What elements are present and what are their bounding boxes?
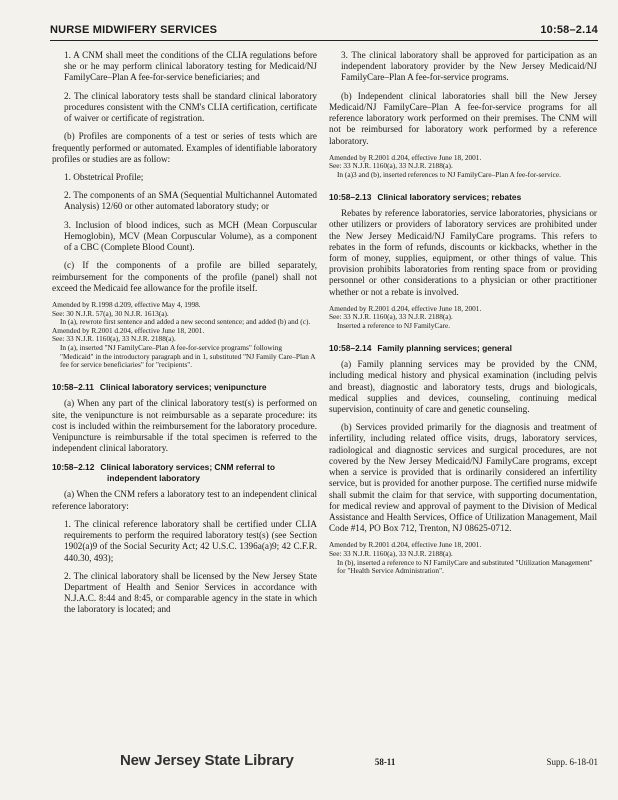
history-line: See: 33 N.J.R. 1160(a), 33 N.J.R. 2188(a). xyxy=(52,334,176,344)
paragraph: 1. A CNM shall meet the conditions of the CLIA regulations before she or he may perform clinical laboratory testing for Medicaid/NJ FamilyCare–Plan A fee-for-service beneficiaries; and xyxy=(64,50,317,83)
paragraph: 2. The clinical laboratory tests shall be standard clinical laboratory procedures consistent with the CNM's CLIA certification, certificate of waiver or certificate of registration. xyxy=(64,90,317,124)
list-item: 1. The clinical reference laboratory shall be certified under CLIA requirements to perform the required laboratory test(s) (see Section 1902(a)9 of the Social Security Act; 42 U.S.C. 1396a(a)9; 42 C.F.R. 440.30, 493); xyxy=(64,518,317,563)
history-line: In (b), inserted a reference to NJ FamilyCare and substituted "Utilization Management" for "Health Service Administration". xyxy=(337,557,593,576)
page-number: 58-11 xyxy=(374,757,396,767)
paragraph: (c) If the components of a profile are billed separately, reimbursement for the components of the profile (panel) shall not exceed the Medicaid fee allowance for the profile itself. xyxy=(52,260,317,293)
section-title-continued: independent laboratory xyxy=(107,472,201,483)
list-item: 2. The clinical laboratory shall be licensed by the New Jersey State Department of Health and Senior Services in accordance with N.J.A.C. 8:44 and 8:45, or comparable agency in the state in which the laboratory is located; and xyxy=(64,570,317,615)
history-line: See: 33 N.J.R. 1160(a), 33 N.J.R. 2188(a). xyxy=(329,161,453,171)
section-title: Family planning services; general xyxy=(377,342,512,353)
list-item: 1. Obstetrical Profile; xyxy=(64,171,144,182)
list-item: 3. Inclusion of blood indices, such as MCH (Mean Corpuscular Hemoglobin), MCV (Mean Corpuscular Volume), as a component of a CBC (Complete Blood Count). xyxy=(64,219,317,253)
history-line: Amended by R.2001 d.204, effective June 18, 2001. xyxy=(329,303,482,313)
supplement-date: Supp. 6-18-01 xyxy=(546,757,598,767)
section-title: Clinical laboratory services; venipuncture xyxy=(99,381,267,392)
list-item: 2. The components of an SMA (Sequential Multichannel Automated Analysis) 12/60 or other automated laboratory study; or xyxy=(64,190,317,212)
paragraph: (b) Profiles are components of a test or series of tests which are frequently performed or automated. Examples of identifiable laboratory profiles or studies are as follow: xyxy=(52,131,317,164)
header-section-range: 10:58–2.14 xyxy=(540,24,598,36)
paragraph: (b) Independent clinical laboratories shall bill the New Jersey Medicaid/NJ FamilyCare–Plan A fee-for-service programs for all reference laboratory work performed on their premises. The CNM will not be reimbursed for laboratory work performed by a reference laboratory. xyxy=(329,90,597,146)
history-note xyxy=(52,301,317,370)
library-watermark: New Jersey State Library xyxy=(120,752,294,769)
section-title: Clinical laboratory services; rebates xyxy=(377,191,522,202)
paragraph: (a) When any part of the clinical laboratory test(s) is performed on site, the venipuncture is not reimbursable as a separate procedure: its cost is included within the reimbursement for the laboratory procedure. Venipuncture is reimbursable if the total specimen is referred to the independent clinical laboratory. xyxy=(52,398,317,454)
history-note xyxy=(329,305,597,331)
section-title: Clinical laboratory services; CNM referral to xyxy=(100,462,275,473)
section-number: 10:58–2.13 xyxy=(329,191,372,202)
section-heading-2-11 xyxy=(52,382,317,393)
section-heading-2-14 xyxy=(329,343,597,354)
history-line: See: 33 N.J.R. 1160(a), 33 N.J.R. 2188(a). xyxy=(329,549,453,559)
profile-list xyxy=(52,172,317,253)
section-number: 10:58–2.14 xyxy=(329,342,372,353)
section-heading-2-13 xyxy=(329,192,597,203)
paragraph: Rebates by reference laboratories, service laboratories, physicians or other utilizers or providers of laboratory services are prohibited under the New Jersey Medicaid/NJ FamilyCare programs. This refers to rebates in the form of refunds, discounts or kickbacks, whether in the form of money, supplies, equipment, or other things of value. This provision prohibits laboratories from renting space from or providing personnel or other considerations to a physician or other practitioner whether or not a rebate is involved. xyxy=(329,208,597,297)
history-line: Amended by R.2001 d.204, effective June 18, 2001. xyxy=(329,152,482,162)
history-line: See: 33 N.J.R. 1160(a), 33 N.J.R. 2188(a). xyxy=(329,312,453,322)
list-item: 3. The clinical laboratory shall be approved for participation as an independent laboratory provider by the New Jersey Medicaid/NJ FamilyCare–Plan A fee-for-service programs. xyxy=(341,50,597,83)
left-column xyxy=(52,50,317,623)
history-line: See: 30 N.J.R. 57(a), 30 N.J.R. 1613(a). xyxy=(52,308,169,318)
history-line: In (a), inserted "NJ FamilyCare–Plan A fee-for-service programs" following "Medicaid" in the introductory paragraph and in 1, substituted "NJ Family Care–Plan A fee for service beneficiaries" for "recipients". xyxy=(60,342,316,370)
section-heading-2-12 xyxy=(52,462,317,483)
history-line: Amended by R.1998 d.209, effective May 4, 1998. xyxy=(52,299,201,309)
paragraph: (a) Family planning services may be provided by the CNM, including medical history and physical examination (including pelvis and breast), diagnostic and laboratory tests, drugs and biologicals, medical supplies and devices, counseling, continuing medical supervision, continuity of care and genetic counseling. xyxy=(329,359,597,415)
header-chapter-title: NURSE MIDWIFERY SERVICES xyxy=(50,24,218,36)
history-line: Inserted a reference to NJ FamilyCare. xyxy=(337,321,451,331)
running-header xyxy=(50,24,598,36)
paragraph: (a) When the CNM refers a laboratory test to an independent clinical reference laboratory: xyxy=(52,489,317,511)
section-number: 10:58–2.11 xyxy=(52,381,94,392)
history-line: In (a)3 and (b), inserted references to NJ FamilyCare–Plan A fee-for-service. xyxy=(337,169,561,179)
paragraph: (b) Services provided primarily for the diagnosis and treatment of infertility, including related office visits, drugs, laboratory services, radiological and diagnostic services and surgical procedures, are not covered by the New Jersey Medicaid/NJ FamilyCare programs, except when a service is provided that is ordinarily considered an infertility service, but is provided for another purpose. The certified nurse midwife shall submit the claim for that service, with supporting documentation, for medical review and approval of payment to the Division of Medical Assistance and Health Services, Office of Utilization Management, Mail Code #14, PO Box 712, Trenton, NJ 08625-0712. xyxy=(329,422,597,534)
history-note xyxy=(329,541,597,575)
right-column xyxy=(329,50,597,588)
page-footer xyxy=(50,752,598,769)
header-rule xyxy=(50,40,598,41)
history-line: In (a), rewrote first sentence and added a new second sentence; and added (b) and (c). xyxy=(60,317,311,327)
history-note xyxy=(329,154,597,180)
history-line: Amended by R.2001 d.204, effective June 18, 2001. xyxy=(329,540,482,550)
section-number: 10:58–2.12 xyxy=(52,462,95,473)
history-line: Amended by R.2001 d.204, effective June 18, 2001. xyxy=(52,325,205,335)
